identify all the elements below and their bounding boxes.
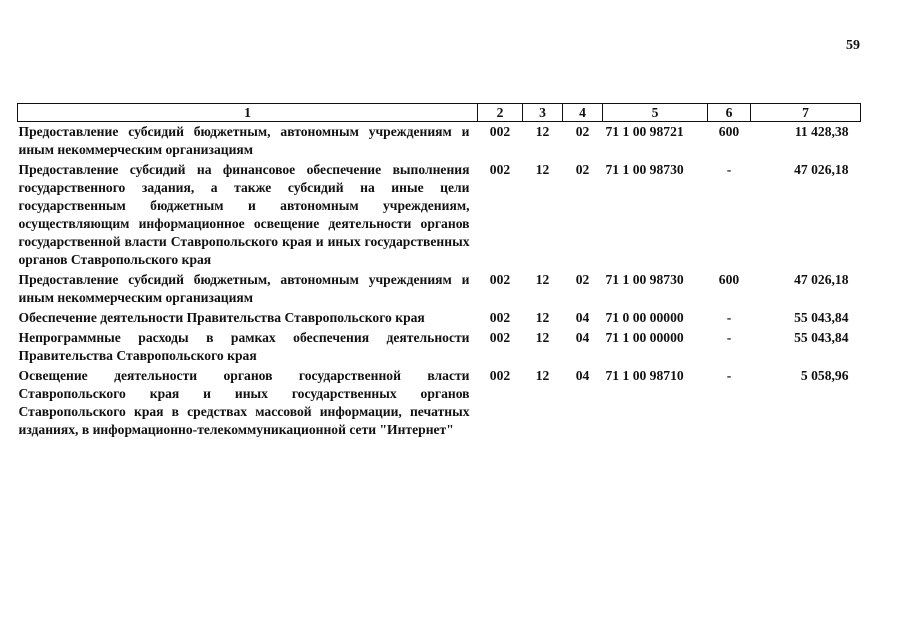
row-name: Освещение деятельности органов государственной власти Ставропольского края и иных государственных органов Ставропольского края в средствах массовой информации, печатных изданиях, в информационно-телекоммуникационной сети "Интернет" bbox=[18, 368, 470, 437]
row-name: Предоставление субсидий бюджетным, автономным учреждениям и иным некоммерческим организациям bbox=[18, 272, 470, 305]
table-row bbox=[18, 328, 861, 366]
row-name: Предоставление субсидий на финансовое обеспечение выполнения государственного задания, а также субсидий на иные цели государственным бюджетным и автономным учреждениям, осуществляющим информационное освещение деятельности органов государственной власти Ставропольского края и иных государственных органов Ставропольского края bbox=[18, 162, 470, 267]
row-section: 12 bbox=[535, 162, 550, 177]
table-row bbox=[18, 308, 861, 328]
row-expense-type: - bbox=[726, 330, 732, 345]
column-header-4: 4 bbox=[563, 104, 603, 122]
row-ministry: 002 bbox=[489, 368, 511, 383]
row-amount: 55 043,84 bbox=[794, 310, 849, 325]
row-subsection: 02 bbox=[575, 162, 590, 177]
table-row bbox=[18, 366, 861, 440]
row-section: 12 bbox=[535, 124, 550, 139]
row-expense-type: 600 bbox=[718, 124, 740, 139]
row-amount: 55 043,84 bbox=[794, 330, 849, 345]
row-target-article: 71 0 00 00000 bbox=[605, 310, 684, 325]
row-name: Непрограммные расходы в рамках обеспечения деятельности Правительства Ставропольского края bbox=[18, 330, 470, 363]
row-amount: 47 026,18 bbox=[794, 272, 849, 287]
row-name: Предоставление субсидий бюджетным, автономным учреждениям и иным некоммерческим организациям bbox=[18, 124, 470, 157]
row-ministry: 002 bbox=[489, 124, 511, 139]
row-expense-type: - bbox=[726, 162, 732, 177]
column-header-5: 5 bbox=[603, 104, 708, 122]
row-subsection: 04 bbox=[575, 330, 590, 345]
row-expense-type: - bbox=[726, 368, 732, 383]
column-header-3: 3 bbox=[523, 104, 563, 122]
column-header-7: 7 bbox=[751, 104, 861, 122]
row-ministry: 002 bbox=[489, 162, 511, 177]
column-header-6: 6 bbox=[708, 104, 751, 122]
row-subsection: 04 bbox=[575, 310, 590, 325]
row-subsection: 02 bbox=[575, 124, 590, 139]
row-subsection: 04 bbox=[575, 368, 590, 383]
row-ministry: 002 bbox=[489, 272, 511, 287]
row-target-article: 71 1 00 98710 bbox=[605, 368, 684, 383]
budget-table bbox=[17, 103, 861, 440]
column-header-1: 1 bbox=[18, 104, 478, 122]
row-subsection: 02 bbox=[575, 272, 590, 287]
row-ministry: 002 bbox=[489, 330, 511, 345]
page-number: 59 bbox=[846, 38, 860, 53]
row-name: Обеспечение деятельности Правительства Ставропольского края bbox=[18, 310, 425, 325]
row-target-article: 71 1 00 00000 bbox=[605, 330, 684, 345]
table-row bbox=[18, 122, 861, 161]
row-amount: 47 026,18 bbox=[794, 162, 849, 177]
row-section: 12 bbox=[535, 330, 550, 345]
row-target-article: 71 1 00 98730 bbox=[605, 272, 684, 287]
table-row bbox=[18, 270, 861, 308]
row-amount: 11 428,38 bbox=[794, 124, 849, 139]
row-target-article: 71 1 00 98721 bbox=[605, 124, 684, 139]
row-amount: 5 058,96 bbox=[800, 368, 849, 383]
column-header-2: 2 bbox=[478, 104, 523, 122]
row-expense-type: - bbox=[726, 310, 732, 325]
row-section: 12 bbox=[535, 310, 550, 325]
row-expense-type: 600 bbox=[718, 272, 740, 287]
row-section: 12 bbox=[535, 272, 550, 287]
row-ministry: 002 bbox=[489, 310, 511, 325]
row-target-article: 71 1 00 98730 bbox=[605, 162, 684, 177]
table-row bbox=[18, 160, 861, 270]
row-section: 12 bbox=[535, 368, 550, 383]
header-row bbox=[18, 104, 861, 122]
